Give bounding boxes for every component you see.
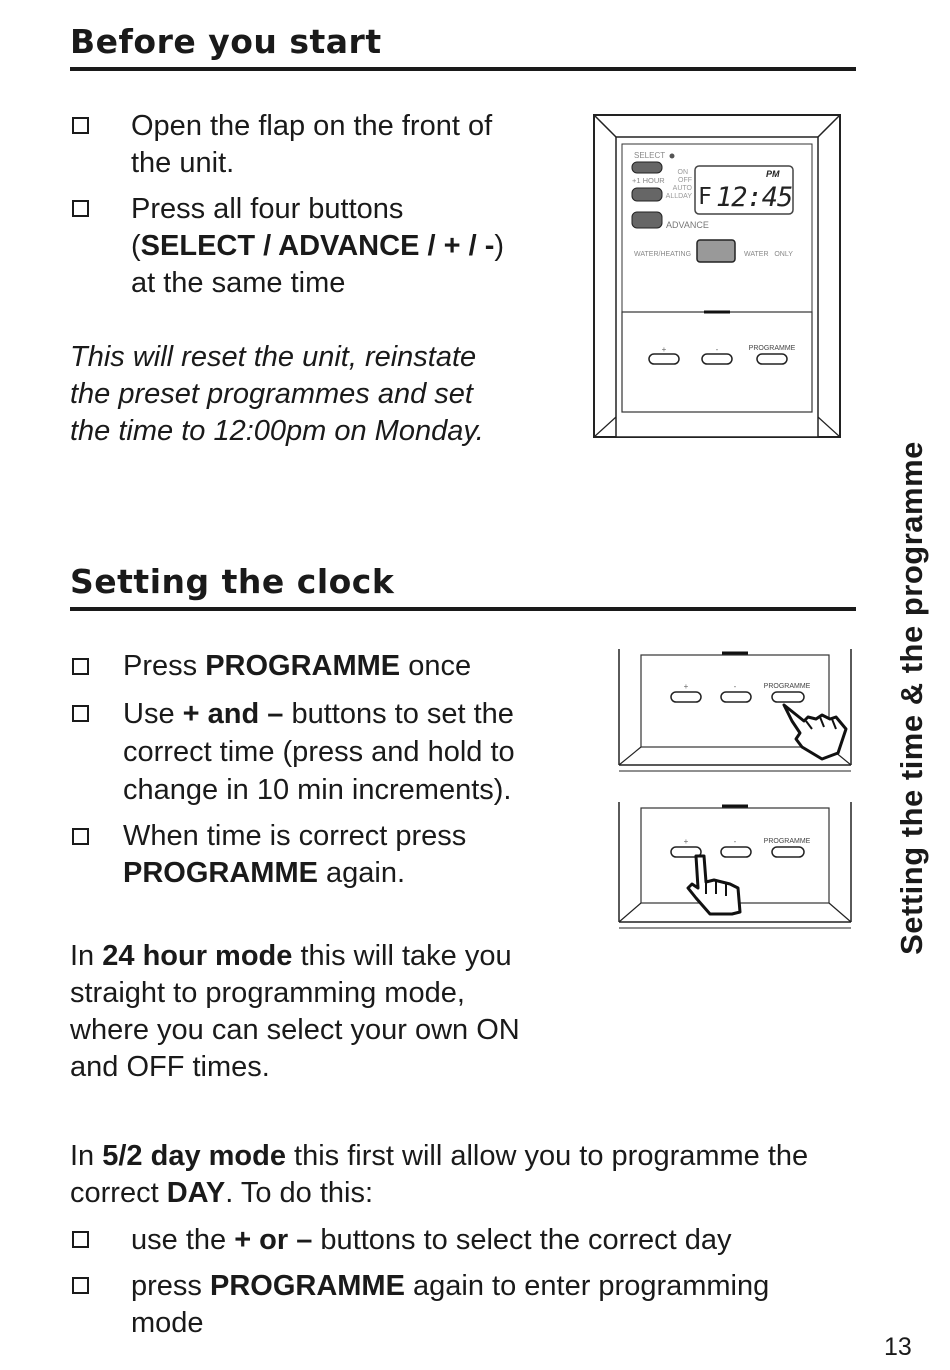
bullet-line — [123, 695, 515, 733]
bold-text: PROGRAMME — [123, 857, 318, 889]
minus-button[interactable] — [721, 692, 751, 702]
bullet-line: Open the flap on the front of — [131, 110, 493, 142]
plus-label: + — [661, 345, 667, 354]
section-title-setting-the-clock: Setting the clock — [70, 562, 395, 601]
text-span: ( — [131, 230, 141, 262]
note-line: This will reset the unit, reinstate — [70, 341, 477, 373]
checkbox-bullet — [72, 658, 89, 675]
bullet-line: mode — [131, 1307, 204, 1339]
bold-text: DAY — [166, 1177, 226, 1209]
checkbox-bullet — [72, 117, 89, 134]
minus-label: - — [715, 345, 719, 354]
bold-text: 24 hour mode — [102, 940, 293, 972]
plus-button[interactable] — [649, 354, 679, 364]
bullet-text — [131, 1268, 769, 1342]
text-span: again to enter programming — [404, 1270, 770, 1302]
checkbox-bullet — [72, 200, 89, 217]
bold-text: + and – — [182, 698, 284, 730]
text-span: buttons to select the correct day — [312, 1224, 732, 1256]
timer-unit-illustration — [592, 112, 844, 442]
paragraph-line: and OFF times. — [70, 1051, 270, 1083]
section-title-before-you-start: Before you start — [70, 22, 382, 61]
mode-52-paragraph — [70, 1138, 808, 1212]
text-span: Use — [123, 698, 183, 730]
programme-label: PROGRAMME — [763, 838, 811, 845]
text-span: this first will allow you to programme the — [286, 1140, 809, 1172]
minus-button[interactable] — [702, 354, 732, 364]
checkbox-bullet — [72, 1277, 89, 1294]
bold-text: PROGRAMME — [205, 650, 401, 682]
bullet-text — [123, 648, 471, 685]
lcd-flag: F — [698, 184, 712, 210]
programme-button[interactable] — [772, 692, 804, 702]
bold-text: PROGRAMME — [209, 1270, 405, 1302]
paragraph-line: where you can select your own ON — [70, 1014, 520, 1046]
bullet-line — [123, 855, 466, 892]
mode-auto-label: AUTO — [672, 185, 692, 192]
mode-24-paragraph — [70, 938, 520, 1086]
select-label: SELECT — [634, 151, 666, 160]
bullet-line: change in 10 min increments). — [123, 774, 512, 806]
bold-text: SELECT / ADVANCE / + / - — [140, 230, 495, 262]
bullet-text — [131, 108, 492, 182]
lcd-time: 12:45 — [716, 182, 793, 213]
text-span: ) — [494, 230, 505, 262]
section-rule — [70, 607, 856, 611]
note-line: the preset programmes and set — [70, 378, 473, 410]
paragraph-line — [70, 938, 520, 975]
reset-note — [70, 339, 484, 450]
select-button[interactable] — [632, 162, 662, 173]
text-span: again. — [317, 857, 406, 889]
minus-button[interactable] — [721, 847, 751, 857]
page-number: 13 — [884, 1333, 912, 1361]
bullet-text — [123, 695, 515, 809]
section-rule — [70, 67, 856, 71]
checkbox-bullet — [72, 828, 89, 845]
plus-button[interactable] — [671, 692, 701, 702]
programme-button[interactable] — [772, 847, 804, 857]
advance-button[interactable] — [632, 212, 662, 228]
bold-text: + or – — [234, 1224, 313, 1256]
programme-button[interactable] — [757, 354, 787, 364]
bullet-line — [131, 228, 504, 265]
plus-label: + — [683, 837, 689, 846]
programme-label: PROGRAMME — [763, 683, 811, 690]
plus-one-hour-label: +1 HOUR — [632, 176, 665, 185]
mode-on-label: ON — [677, 169, 688, 176]
mode-off-label: OFF — [678, 177, 692, 184]
bullet-line: at the same time — [131, 267, 346, 299]
plus-label: + — [683, 682, 689, 691]
pm-indicator: PM — [766, 169, 780, 179]
checkbox-bullet — [72, 1231, 89, 1248]
mode-allday-label: ALLDAY — [665, 193, 692, 200]
minus-label: - — [733, 682, 737, 691]
bold-text: 5/2 day mode — [102, 1140, 286, 1172]
water-only-label: WATER ONLY — [744, 251, 793, 258]
text-span: In — [70, 1140, 103, 1172]
text-span: buttons to set the — [283, 698, 514, 730]
text-span: In — [70, 940, 103, 972]
press-plus-illustration — [614, 800, 856, 932]
text-span: use the — [131, 1224, 235, 1256]
bullet-text — [123, 818, 466, 892]
text-span: Press — [123, 650, 206, 682]
text-span: press — [131, 1270, 210, 1302]
note-line: the time to 12:00pm on Monday. — [70, 415, 484, 447]
bullet-line: Press all four buttons — [131, 193, 404, 225]
bullet-line: When time is correct press — [123, 820, 467, 852]
water-heating-label: WATER/HEATING — [634, 251, 692, 258]
text-span: correct — [70, 1177, 167, 1209]
paragraph-line — [70, 1175, 808, 1212]
text-span: this will take you — [292, 940, 512, 972]
bullet-text — [131, 191, 504, 302]
bullet-text — [131, 1222, 732, 1259]
paragraph-line — [70, 1138, 808, 1175]
water-heating-switch[interactable] — [697, 240, 735, 262]
advance-label: ADVANCE — [666, 220, 709, 230]
paragraph-line: straight to programming mode, — [70, 977, 465, 1009]
bullet-line: the unit. — [131, 147, 235, 179]
bullet-line — [131, 1268, 769, 1305]
side-section-title: Setting the time & the programme — [894, 441, 929, 955]
plus-one-hour-button[interactable] — [632, 188, 662, 201]
checkbox-bullet — [72, 705, 89, 722]
bullet-line: correct time (press and hold to — [123, 736, 515, 768]
programme-label: PROGRAMME — [748, 345, 796, 352]
text-span: once — [400, 650, 472, 682]
minus-label: - — [733, 837, 737, 846]
text-span: . To do this: — [225, 1177, 374, 1209]
press-programme-illustration — [614, 647, 856, 775]
